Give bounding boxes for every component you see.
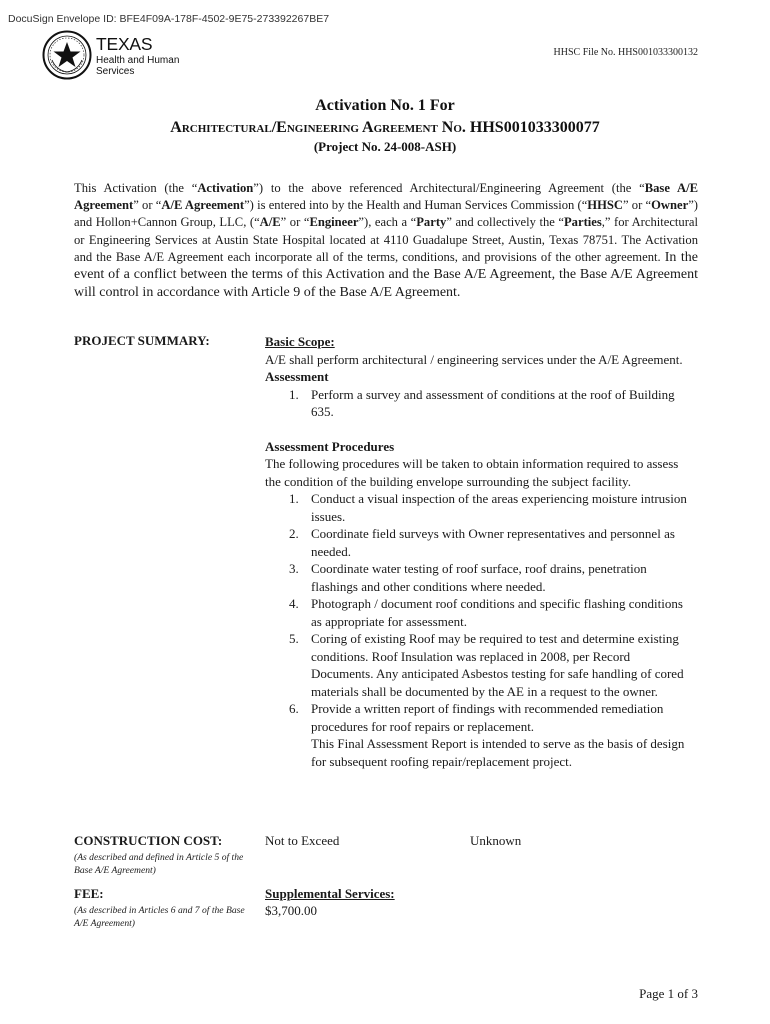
assessment-heading: Assessment: [265, 369, 329, 384]
list-item: Coordinate field surveys with Owner representatives and personnel as needed.: [311, 526, 675, 559]
basic-scope-text: A/E shall perform architectural / engineering services under the A/E Agreement.: [265, 351, 683, 367]
logo-agency-line1: Health and Human: [96, 55, 180, 66]
texas-seal-icon: [42, 30, 92, 80]
assessment-list: [311, 386, 695, 421]
docusign-envelope-id: DocuSign Envelope ID: BFE4F09A-178F-4502-9E75-273392267BE7: [8, 13, 330, 25]
procedures-heading: Assessment Procedures: [265, 438, 395, 454]
final-report-note: This Final Assessment Report is intended to serve as the basis of design for subsequent roofing repair/replacement project.: [311, 736, 685, 769]
construction-cost-amount: Unknown: [470, 833, 522, 848]
intro-paragraph: This Activation (the “Activation”) to the above referenced Architectural/Engineering Agreement (the “Base A/E Agreement” or “A/E Agreement”) is entered into by the Health and Human Services Commission (“HHSC” or “Owner”) and Hollon+Cannon Group, LLC, (“A/E” or “Engineer”), each a “Party” and collectively the “Parties,” for Architectural or Engineering Services at Austin State Hospital located at 4110 Guadalupe Street, Austin, Texas 78751. The Activation and the Base A/E Agreement each incorporate all of the terms, conditions, and provisions of the other agreement. In the event of a conflict between the terms of this Activation and the Base A/E Agreement, the Base A/E Agreement will control in accordance with Article 9 of the Base A/E Agreement.: [74, 181, 699, 300]
project-summary-label: PROJECT SUMMARY:: [74, 333, 210, 348]
supplemental-services-amount: $3,700.00: [265, 903, 317, 918]
logo-agency-line2: Services: [96, 66, 135, 77]
procedures-list: [311, 490, 695, 735]
texas-hhs-logo: [42, 30, 202, 86]
intro-conflict-clause: In the event of a conflict between the terms of this Activation and the Base A/E Agreement, the Base A/E Agreement will control in accordance with Article 9 of the Base A/E Agreement.: [74, 249, 699, 300]
basic-scope-heading: Basic Scope:: [265, 334, 335, 349]
list-item: Conduct a visual inspection of the areas experiencing moisture intrusion issues.: [311, 491, 687, 524]
fee-note: (As described in Articles 6 and 7 of the Base A/E Agreement): [74, 905, 245, 929]
hhsc-file-number: HHSC File No. HHS001033300132: [553, 47, 698, 58]
list-item: Perform a survey and assessment of conditions at the roof of Building 635.: [311, 386, 675, 419]
construction-cost-value: Not to Exceed: [265, 833, 340, 848]
logo-wordmark: TEXAS: [96, 34, 153, 54]
procedures-intro: The following procedures will be taken to obtain information required to assess the condition of the building envelope surrounding the subject facility.: [265, 456, 679, 489]
logo-agency-name: [96, 55, 206, 77]
list-item: Coring of existing Roof may be required to test and determine existing conditions. Roof Insulation was replaced in 2008, per Record Documents. Any anticipated Asbestos testing for safe handling of cored materials shall be documented by the AE in a request to the owner.: [311, 631, 684, 699]
list-item: Photograph / document roof conditions and specific flashing conditions as appropriate for assessment.: [311, 596, 683, 629]
fee-label: FEE:: [74, 886, 104, 901]
list-item: Coordinate water testing of roof surface, roof drains, penetration flashings and other conditions where needed.: [311, 561, 647, 594]
title-line-1: Activation No. 1 For: [315, 97, 455, 114]
construction-cost-note: (As described and defined in Article 5 of the Base A/E Agreement): [74, 852, 244, 876]
title-agreement-label: Architectural/Engineering Agreement No.: [170, 119, 466, 136]
project-summary-content: [265, 333, 695, 770]
page-number: Page 1 of 3: [639, 986, 698, 1001]
list-item: Provide a written report of findings with recommended remediation procedures for roof repairs or replacement.: [311, 701, 664, 734]
title-line-2: [0, 119, 770, 137]
supplemental-services-label: Supplemental Services:: [265, 886, 395, 901]
title-agreement-number: HHS001033300077: [469, 119, 600, 136]
title-project-number: (Project No. 24-008-ASH): [313, 139, 457, 154]
construction-cost-label: CONSTRUCTION COST:: [74, 833, 223, 848]
